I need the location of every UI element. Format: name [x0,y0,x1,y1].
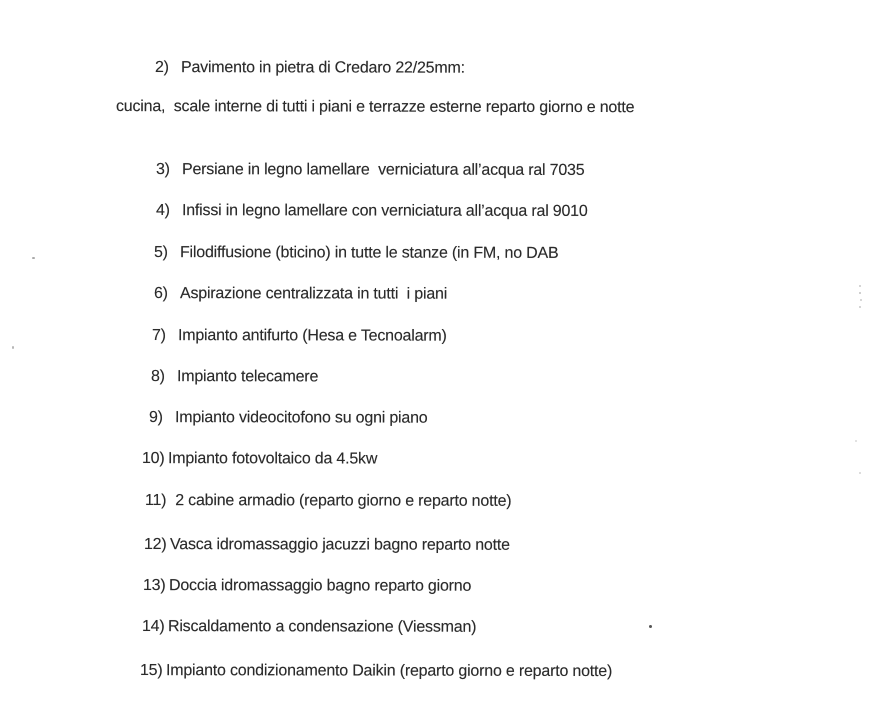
scan-speck [855,440,857,442]
item-text: Doccia idromassaggio bagno reparto giorno [168,577,472,595]
item-text: Impianto condizionamento Daikin (reparto giorno e reparto notte) [165,662,613,681]
scan-speck [649,625,652,628]
item-text: Impianto videocitofono su ogni piano [174,409,428,427]
item-text: Filodiffusione (bticino) in tutte le stanze (in FM, no DAB [179,244,559,262]
item-number: 14) [141,618,165,636]
item-text: Aspirazione centralizzata in tutti i piani [179,285,448,303]
list-item-2-continuation [99,77,634,138]
scan-speck [859,285,861,287]
item-number: 11) [144,492,167,510]
scan-speck [32,257,35,259]
scan-speck [859,292,861,294]
item-text: Riscaldamento a condensazione (Viessman) [167,618,477,636]
item-number: 2) [154,59,169,77]
item-number: 5) [153,244,168,262]
item-number: 3) [155,161,170,179]
item-number: 7) [151,327,166,345]
item-number: 15) [139,662,163,680]
item-text: Infissi in legno lamellare con verniciatura all’acqua ral 9010 [181,202,588,220]
list-item-15 [123,641,612,702]
scan-speck [859,306,861,308]
item-text: 2 cabine armadio (reparto giorno e reparto notte) [170,492,512,510]
item-number: 9) [148,409,163,427]
item-number: 6) [153,285,168,303]
scan-speck [859,472,861,474]
item-text: cucina, scale interne di tutti i piani e terrazze esterne reparto giorno e notte [115,98,635,117]
item-text: Impianto fotovoltaico da 4.5kw [167,450,378,468]
scan-speck [12,346,14,349]
item-text: Impianto telecamere [176,368,319,386]
item-number: 4) [155,202,170,220]
item-text: Vasca idromassaggio jacuzzi bagno reparto notte [169,536,510,554]
item-text: Impianto antifurto (Hesa e Tecnoalarm) [177,327,447,345]
scan-speck [860,299,862,301]
item-text: Pavimento in pietra di Credaro 22/25mm: [180,59,465,77]
item-text: Persiane in legno lamellare verniciatura all’acqua ral 7035 [181,161,585,179]
item-number: 10) [141,450,165,468]
item-number: 8) [150,368,165,386]
item-number: 12) [143,536,167,554]
item-number: 13) [142,577,166,595]
